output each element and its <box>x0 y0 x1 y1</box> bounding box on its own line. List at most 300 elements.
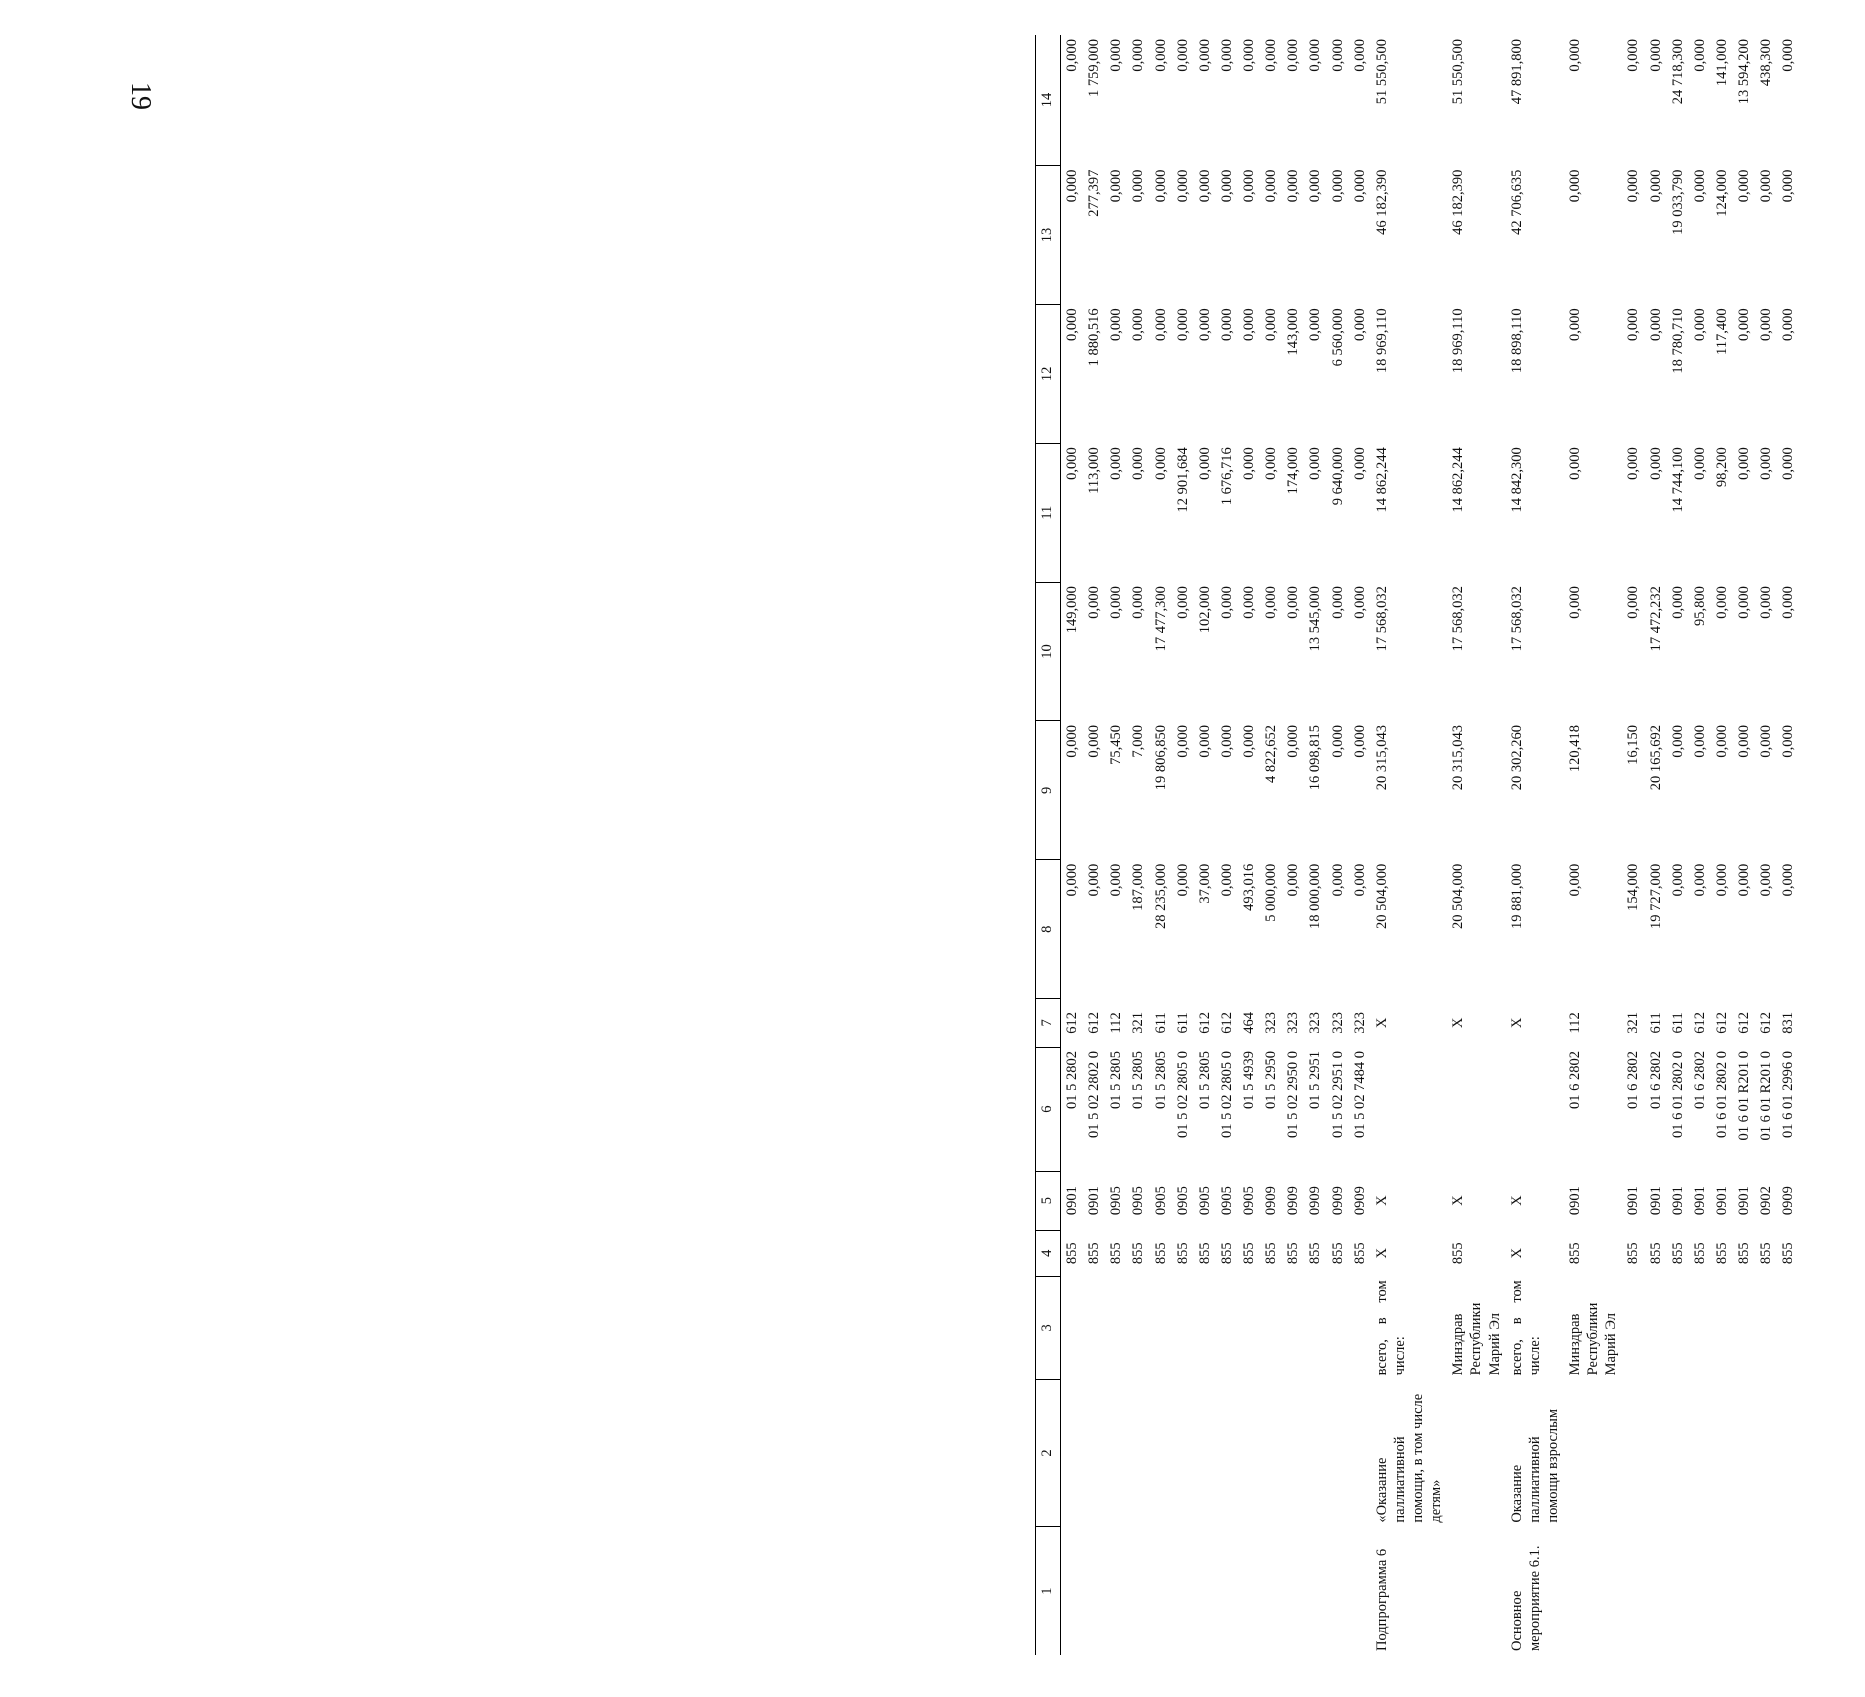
table-row <box>1711 35 1733 1655</box>
cell-col-8: 0,000 <box>1086 863 1103 897</box>
cell-col-2 <box>1755 1379 1777 1526</box>
cell-col-8: 0,000 <box>1285 863 1302 897</box>
cell-col-5: X <box>1450 1195 1467 1206</box>
cell-col-2 <box>1327 1379 1349 1526</box>
cell-col-14: 0,000 <box>1263 39 1280 72</box>
cell-col-10: 0,000 <box>1263 586 1280 619</box>
cell-col-13: 0,000 <box>1780 169 1797 203</box>
cell-col-4: 855 <box>1196 1242 1213 1265</box>
cell-col-7: 321 <box>1625 1011 1642 1034</box>
cell-col-9: 16,150 <box>1625 724 1642 765</box>
cell-col-8: 0,000 <box>1329 863 1346 897</box>
cell-col-2 <box>1777 1379 1799 1526</box>
cell-col-7: 612 <box>1736 1011 1752 1034</box>
cell-col-12: 0,000 <box>1174 308 1191 342</box>
table-row <box>1260 35 1282 1655</box>
column-header: 2 <box>1036 1379 1061 1526</box>
cell-col-3: всего, в том числе: <box>1508 1280 1543 1376</box>
cell-col-8: 37,000 <box>1196 863 1213 904</box>
cell-col-3 <box>1260 1276 1282 1379</box>
cell-col-6: 01 6 2802 <box>1691 1051 1708 1110</box>
cell-col-5: 0901 <box>1086 1186 1103 1216</box>
cell-col-8: 28 235,000 <box>1152 863 1169 930</box>
cell-col-10: 0,000 <box>1241 586 1257 619</box>
table-row <box>1150 35 1172 1655</box>
cell-col-8: 0,000 <box>1758 863 1775 897</box>
cell-col-6: 01 5 02 2951 0 <box>1329 1051 1346 1139</box>
cell-col-8: 18 000,000 <box>1307 863 1324 930</box>
cell-col-14: 0,000 <box>1064 39 1080 72</box>
cell-col-13: 0,000 <box>1647 169 1664 203</box>
cell-col-2 <box>1194 1379 1216 1526</box>
cell-col-6: 01 5 2805 <box>1196 1051 1213 1110</box>
cell-col-1: Подпрограмма 6 <box>1373 1548 1390 1651</box>
table-row <box>1216 35 1238 1655</box>
cell-col-5: 0905 <box>1196 1186 1213 1216</box>
cell-col-12: 0,000 <box>1736 308 1752 342</box>
table-row <box>1564 35 1622 1655</box>
cell-col-4: X <box>1373 1247 1390 1259</box>
cell-col-9: 20 165,692 <box>1647 724 1664 791</box>
cell-col-8: 0,000 <box>1174 863 1191 897</box>
cell-col-13: 0,000 <box>1196 169 1213 203</box>
cell-col-9: 16 098,815 <box>1307 724 1324 791</box>
table-row <box>1447 35 1505 1655</box>
budget-table <box>1035 35 1799 1655</box>
cell-col-3 <box>1194 1276 1216 1379</box>
cell-col-9: 0,000 <box>1691 724 1708 758</box>
cell-col-5: X <box>1373 1195 1390 1206</box>
cell-col-3 <box>1172 1276 1194 1379</box>
table-row <box>1304 35 1326 1655</box>
cell-col-3 <box>1061 1276 1084 1379</box>
cell-col-14: 47 891,800 <box>1508 39 1525 105</box>
cell-col-6: 01 5 2805 <box>1108 1051 1125 1110</box>
cell-col-5: X <box>1508 1195 1525 1206</box>
cell-col-12: 0,000 <box>1351 308 1368 342</box>
cell-col-14: 0,000 <box>1196 39 1213 72</box>
cell-col-4: 855 <box>1152 1242 1169 1265</box>
column-header: 12 <box>1036 304 1061 443</box>
cell-col-10: 0,000 <box>1736 586 1752 619</box>
cell-col-9: 0,000 <box>1196 724 1213 758</box>
table-row <box>1105 35 1127 1655</box>
cell-col-10: 17 472,232 <box>1647 586 1664 652</box>
cell-col-11: 0,000 <box>1647 447 1664 480</box>
cell-col-10: 0,000 <box>1780 586 1797 619</box>
cell-col-11: 0,000 <box>1780 447 1797 480</box>
cell-col-3 <box>1238 1276 1260 1379</box>
cell-col-1: Основное мероприятие 6.1. <box>1508 1545 1543 1651</box>
cell-col-11: 174,000 <box>1285 447 1302 495</box>
cell-col-12: 0,000 <box>1152 308 1169 342</box>
cell-col-13: 0,000 <box>1130 169 1147 203</box>
cell-col-7: 323 <box>1307 1011 1324 1034</box>
cell-col-8: 19 727,000 <box>1647 863 1664 930</box>
cell-col-11: 0,000 <box>1241 447 1257 480</box>
cell-col-14: 1 759,000 <box>1086 39 1103 97</box>
cell-col-6: 01 6 01 R201 0 <box>1758 1051 1775 1141</box>
cell-col-14: 0,000 <box>1285 39 1302 72</box>
cell-col-14: 141,000 <box>1713 39 1730 87</box>
cell-col-12: 0,000 <box>1625 308 1642 342</box>
cell-col-2 <box>1238 1379 1260 1526</box>
cell-col-6 <box>1447 1047 1505 1171</box>
page-number: 19 <box>125 82 156 110</box>
cell-col-7: 612 <box>1713 1011 1730 1034</box>
cell-col-9: 0,000 <box>1218 724 1235 758</box>
cell-col-12: 0,000 <box>1130 308 1147 342</box>
column-header: 1 <box>1036 1527 1061 1655</box>
cell-col-6: 01 5 02 2950 0 <box>1285 1051 1302 1139</box>
cell-col-8: 154,000 <box>1625 863 1642 911</box>
cell-col-5: 0905 <box>1130 1186 1147 1216</box>
cell-col-6: 01 6 01 R201 0 <box>1736 1051 1752 1141</box>
cell-col-8: 0,000 <box>1218 863 1235 897</box>
table-row <box>1061 35 1084 1655</box>
cell-col-3 <box>1105 1276 1127 1379</box>
cell-col-1 <box>1061 1527 1084 1655</box>
table-row <box>1506 35 1564 1655</box>
cell-col-2 <box>1260 1379 1282 1526</box>
cell-col-4: X <box>1508 1247 1525 1259</box>
rotated-table-container <box>1035 35 1865 1655</box>
cell-col-11: 12 901,684 <box>1174 447 1191 513</box>
cell-col-1 <box>1564 1527 1622 1655</box>
cell-col-6: 01 5 02 2805 0 <box>1174 1051 1191 1139</box>
column-header: 3 <box>1036 1276 1061 1379</box>
cell-col-5: 0909 <box>1263 1186 1280 1216</box>
cell-col-1 <box>1689 1527 1711 1655</box>
cell-col-9: 20 315,043 <box>1373 724 1390 791</box>
cell-col-2 <box>1622 1379 1644 1526</box>
cell-col-4: 855 <box>1174 1242 1191 1265</box>
cell-col-8: 0,000 <box>1713 863 1730 897</box>
cell-col-2 <box>1711 1379 1733 1526</box>
cell-col-7: 611 <box>1669 1012 1686 1034</box>
cell-col-6: 01 5 02 2802 0 <box>1086 1051 1103 1139</box>
cell-col-14: 0,000 <box>1241 39 1257 72</box>
cell-col-9: 7,000 <box>1130 724 1147 758</box>
cell-col-3 <box>1282 1276 1304 1379</box>
cell-col-2 <box>1733 1379 1755 1526</box>
table-row <box>1645 35 1667 1655</box>
cell-col-10: 0,000 <box>1351 586 1368 619</box>
cell-col-13: 0,000 <box>1691 169 1708 203</box>
cell-col-11: 14 862,244 <box>1450 447 1467 513</box>
cell-col-6: 01 5 2805 <box>1130 1051 1147 1110</box>
cell-col-13: 46 182,390 <box>1373 169 1390 235</box>
column-header: 10 <box>1036 582 1061 721</box>
cell-col-5: 0901 <box>1064 1186 1080 1216</box>
cell-col-5: 0901 <box>1647 1186 1664 1216</box>
cell-col-1 <box>1777 1527 1799 1655</box>
cell-col-11: 0,000 <box>1625 447 1642 480</box>
cell-col-13: 0,000 <box>1567 169 1583 203</box>
cell-col-2 <box>1127 1379 1149 1526</box>
cell-col-7: 612 <box>1064 1011 1080 1034</box>
cell-col-1 <box>1667 1527 1689 1655</box>
cell-col-7: 612 <box>1218 1011 1235 1034</box>
cell-col-9: 0,000 <box>1241 724 1257 758</box>
cell-col-8: 20 504,000 <box>1373 863 1390 930</box>
cell-col-6: 01 5 02 7484 0 <box>1351 1051 1368 1139</box>
table-row <box>1194 35 1216 1655</box>
cell-col-12: 0,000 <box>1241 308 1257 342</box>
cell-col-11: 0,000 <box>1736 447 1752 480</box>
cell-col-10: 95,800 <box>1691 586 1708 626</box>
cell-col-6: 01 6 2802 <box>1625 1051 1642 1110</box>
cell-col-3 <box>1755 1276 1777 1379</box>
cell-col-5: 0902 <box>1758 1186 1775 1216</box>
header-row <box>1036 35 1061 1655</box>
cell-col-7: 323 <box>1329 1011 1346 1034</box>
cell-col-5: 0909 <box>1285 1186 1302 1216</box>
cell-col-7: 323 <box>1263 1011 1280 1034</box>
column-header: 7 <box>1036 999 1061 1047</box>
cell-col-1 <box>1733 1527 1755 1655</box>
cell-col-14: 51 550,500 <box>1450 39 1467 105</box>
cell-col-5: 0909 <box>1329 1186 1346 1216</box>
cell-col-7: 611 <box>1152 1012 1169 1034</box>
cell-col-4: 855 <box>1263 1242 1280 1265</box>
cell-col-9: 0,000 <box>1285 724 1302 758</box>
table-row <box>1689 35 1711 1655</box>
cell-col-12: 143,000 <box>1285 308 1302 356</box>
cell-col-13: 42 706,635 <box>1508 169 1525 235</box>
cell-col-3 <box>1150 1276 1172 1379</box>
cell-col-12: 0,000 <box>1307 308 1324 342</box>
cell-col-13: 0,000 <box>1152 169 1169 203</box>
cell-col-7: X <box>1508 1017 1525 1029</box>
cell-col-13: 277,397 <box>1086 169 1103 217</box>
cell-col-7: 612 <box>1691 1011 1708 1034</box>
cell-col-12: 0,000 <box>1567 308 1583 342</box>
cell-col-5: 0905 <box>1241 1186 1257 1216</box>
cell-col-10: 0,000 <box>1130 586 1147 619</box>
cell-col-13: 0,000 <box>1351 169 1368 203</box>
cell-col-4: 855 <box>1351 1242 1368 1265</box>
cell-col-14: 0,000 <box>1329 39 1346 72</box>
cell-col-4: 855 <box>1625 1242 1642 1265</box>
cell-col-11: 0,000 <box>1064 447 1080 480</box>
cell-col-10: 149,000 <box>1064 586 1080 634</box>
cell-col-7: 831 <box>1780 1011 1797 1034</box>
cell-col-3 <box>1622 1276 1644 1379</box>
cell-col-4: 855 <box>1218 1242 1235 1265</box>
cell-col-10: 0,000 <box>1329 586 1346 619</box>
cell-col-5: 0901 <box>1713 1186 1730 1216</box>
cell-col-13: 0,000 <box>1241 169 1257 203</box>
cell-col-1 <box>1327 1527 1349 1655</box>
cell-col-3 <box>1349 1276 1371 1379</box>
cell-col-13: 0,000 <box>1736 169 1752 203</box>
cell-col-5: 0901 <box>1691 1186 1708 1216</box>
cell-col-10: 0,000 <box>1625 586 1642 619</box>
cell-col-11: 0,000 <box>1351 447 1368 480</box>
cell-col-5: 0905 <box>1108 1186 1125 1216</box>
cell-col-9: 0,000 <box>1736 724 1752 758</box>
column-header: 11 <box>1036 443 1061 582</box>
cell-col-14: 0,000 <box>1647 39 1664 72</box>
cell-col-2 <box>1172 1379 1194 1526</box>
cell-col-8: 0,000 <box>1108 863 1125 897</box>
cell-col-11: 0,000 <box>1307 447 1324 480</box>
cell-col-3 <box>1733 1276 1755 1379</box>
cell-col-14: 51 550,500 <box>1373 39 1390 105</box>
cell-col-12: 18 780,710 <box>1669 308 1686 374</box>
cell-col-9: 0,000 <box>1758 724 1775 758</box>
table-body <box>1061 35 1800 1655</box>
cell-col-1 <box>1304 1527 1326 1655</box>
cell-col-8: 493,016 <box>1241 863 1257 911</box>
cell-col-1 <box>1282 1527 1304 1655</box>
cell-col-13: 0,000 <box>1625 169 1642 203</box>
cell-col-3: Минздрав Республики Марий Эл <box>1567 1302 1620 1376</box>
cell-col-2 <box>1349 1379 1371 1526</box>
cell-col-14: 0,000 <box>1130 39 1147 72</box>
cell-col-10: 0,000 <box>1285 586 1302 619</box>
cell-col-2 <box>1667 1379 1689 1526</box>
cell-col-12: 0,000 <box>1780 308 1797 342</box>
cell-col-14: 0,000 <box>1351 39 1368 72</box>
cell-col-5: 0909 <box>1780 1186 1797 1216</box>
cell-col-10: 13 545,000 <box>1307 586 1324 652</box>
column-header: 6 <box>1036 1047 1061 1171</box>
cell-col-4: 855 <box>1108 1242 1125 1265</box>
table-row <box>1083 35 1105 1655</box>
table-row <box>1777 35 1799 1655</box>
cell-col-4: 855 <box>1285 1242 1302 1265</box>
cell-col-3 <box>1689 1276 1711 1379</box>
column-header: 14 <box>1036 35 1061 166</box>
cell-col-7: 612 <box>1758 1011 1775 1034</box>
cell-col-12: 18 969,110 <box>1450 308 1467 374</box>
cell-col-14: 0,000 <box>1691 39 1708 72</box>
cell-col-1 <box>1447 1527 1505 1655</box>
cell-col-10: 17 568,032 <box>1373 586 1390 652</box>
cell-col-6: 01 5 4939 <box>1241 1051 1257 1110</box>
cell-col-7: 323 <box>1351 1011 1368 1034</box>
cell-col-6: 01 5 2805 <box>1152 1051 1169 1110</box>
cell-col-1 <box>1194 1527 1216 1655</box>
cell-col-10: 0,000 <box>1108 586 1125 619</box>
cell-col-11: 0,000 <box>1567 447 1583 480</box>
cell-col-4: 855 <box>1780 1242 1797 1265</box>
cell-col-8: 0,000 <box>1064 863 1080 897</box>
cell-col-8: 0,000 <box>1567 863 1583 897</box>
cell-col-1 <box>1645 1527 1667 1655</box>
table-row <box>1622 35 1644 1655</box>
cell-col-6: 01 5 2951 <box>1307 1051 1324 1110</box>
cell-col-3: Минздрав Республики Марий Эл <box>1450 1302 1503 1376</box>
cell-col-13: 0,000 <box>1064 169 1080 203</box>
cell-col-11: 9 640,000 <box>1329 447 1346 506</box>
cell-col-14: 0,000 <box>1625 39 1642 72</box>
cell-col-12: 18 969,110 <box>1373 308 1390 374</box>
cell-col-10: 0,000 <box>1086 586 1103 619</box>
cell-col-13: 0,000 <box>1108 169 1125 203</box>
cell-col-4: 855 <box>1241 1242 1257 1265</box>
cell-col-11: 0,000 <box>1758 447 1775 480</box>
cell-col-12: 0,000 <box>1218 308 1235 342</box>
cell-col-7: 612 <box>1196 1011 1213 1034</box>
cell-col-5: 0909 <box>1351 1186 1368 1216</box>
table-row <box>1667 35 1689 1655</box>
cell-col-13: 0,000 <box>1174 169 1191 203</box>
cell-col-1 <box>1083 1527 1105 1655</box>
cell-col-3: всего, в том числе: <box>1373 1280 1408 1376</box>
cell-col-2 <box>1564 1379 1622 1526</box>
cell-col-8: 187,000 <box>1130 863 1147 911</box>
cell-col-8: 0,000 <box>1780 863 1797 897</box>
cell-col-7: 611 <box>1174 1012 1191 1034</box>
cell-col-8: 5 000,000 <box>1263 863 1280 922</box>
cell-col-9: 4 822,652 <box>1263 724 1280 783</box>
cell-col-13: 0,000 <box>1329 169 1346 203</box>
cell-col-7: 321 <box>1130 1011 1147 1034</box>
cell-col-5: 0905 <box>1218 1186 1235 1216</box>
cell-col-4: 855 <box>1567 1242 1583 1265</box>
cell-col-1 <box>1238 1527 1260 1655</box>
cell-col-3 <box>1304 1276 1326 1379</box>
cell-col-3 <box>1216 1276 1238 1379</box>
cell-col-2 <box>1150 1379 1172 1526</box>
cell-col-14: 0,000 <box>1307 39 1324 72</box>
cell-col-11: 98,200 <box>1713 447 1730 488</box>
cell-col-9: 0,000 <box>1351 724 1368 758</box>
cell-col-9: 0,000 <box>1329 724 1346 758</box>
cell-col-10: 0,000 <box>1669 586 1686 619</box>
table-row <box>1172 35 1194 1655</box>
cell-col-9: 20 315,043 <box>1450 724 1467 791</box>
cell-col-10: 17 477,300 <box>1152 586 1169 652</box>
cell-col-14: 0,000 <box>1108 39 1125 72</box>
cell-col-6: 01 6 01 2802 0 <box>1713 1051 1730 1139</box>
cell-col-7: X <box>1450 1017 1467 1029</box>
cell-col-12: 1 880,516 <box>1086 308 1103 367</box>
cell-col-5: 0905 <box>1152 1186 1169 1216</box>
cell-col-4: 855 <box>1758 1242 1775 1265</box>
cell-col-11: 0,000 <box>1263 447 1280 480</box>
cell-col-2 <box>1282 1379 1304 1526</box>
cell-col-12: 0,000 <box>1108 308 1125 342</box>
cell-col-13: 46 182,390 <box>1450 169 1467 235</box>
cell-col-7: 611 <box>1647 1012 1664 1034</box>
cell-col-10: 0,000 <box>1174 586 1191 619</box>
cell-col-2 <box>1689 1379 1711 1526</box>
cell-col-12: 0,000 <box>1064 308 1080 342</box>
table-row <box>1733 35 1755 1655</box>
cell-col-9: 0,000 <box>1713 724 1730 758</box>
table-row <box>1349 35 1371 1655</box>
cell-col-7: 612 <box>1086 1011 1103 1034</box>
cell-col-9: 0,000 <box>1780 724 1797 758</box>
cell-col-3 <box>1083 1276 1105 1379</box>
cell-col-11: 0,000 <box>1108 447 1125 480</box>
cell-col-1 <box>1349 1527 1371 1655</box>
cell-col-1 <box>1622 1527 1644 1655</box>
cell-col-1 <box>1711 1527 1733 1655</box>
cell-col-13: 19 033,790 <box>1669 169 1686 235</box>
cell-col-9: 0,000 <box>1086 724 1103 758</box>
column-header: 5 <box>1036 1171 1061 1230</box>
cell-col-4: 855 <box>1329 1242 1346 1265</box>
column-header: 4 <box>1036 1230 1061 1276</box>
cell-col-14: 24 718,300 <box>1669 39 1686 105</box>
cell-col-10: 17 568,032 <box>1450 586 1467 652</box>
cell-col-13: 0,000 <box>1218 169 1235 203</box>
